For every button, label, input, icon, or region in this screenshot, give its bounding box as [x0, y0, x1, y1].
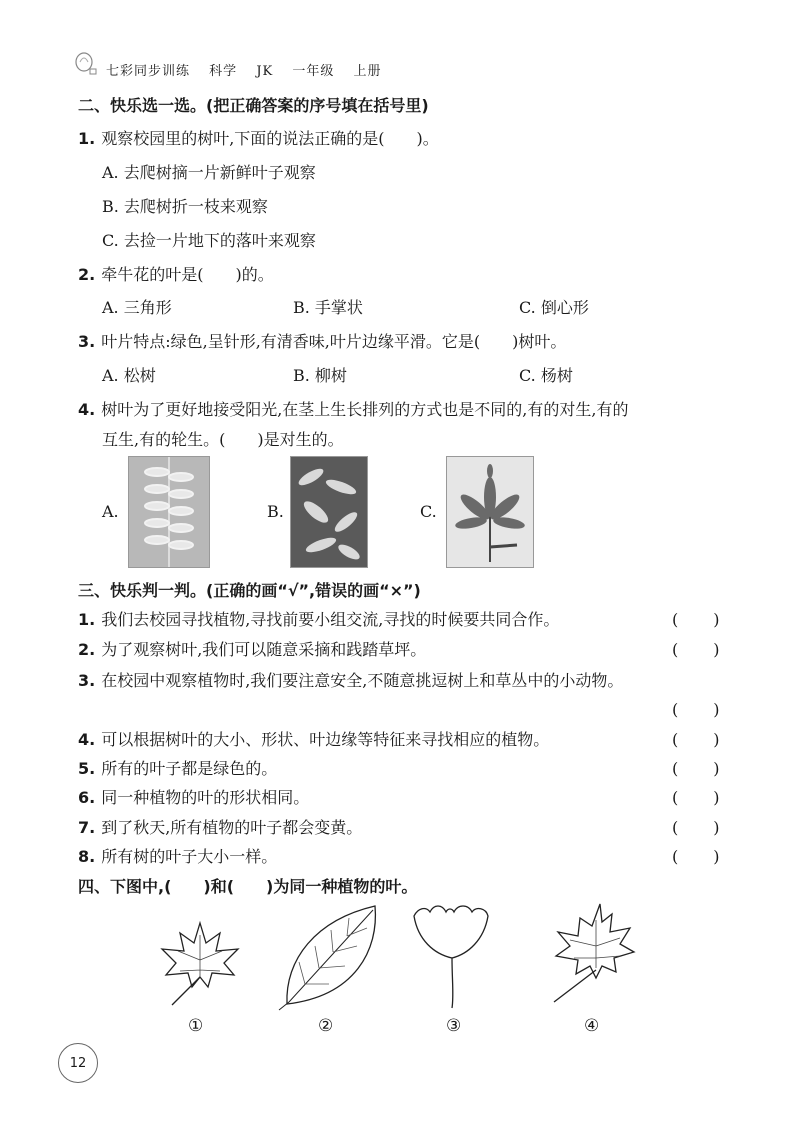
balloon-logo-icon — [74, 52, 98, 78]
section-2-title: 二、快乐选一选。(把正确答案的序号填在括号里) — [78, 96, 429, 115]
judge-item — [78, 727, 549, 750]
maple-leaf-icon[interactable] — [540, 898, 640, 1010]
option-a[interactable]: A. 去爬树摘一片新鲜叶子观察 — [102, 163, 316, 182]
leaf-label-4: ④ — [584, 1016, 600, 1036]
question-number: 4. — [78, 400, 96, 419]
question-text: 叶片特点:绿色,呈针形,有清香味,叶片边缘平滑。它是( )树叶。 — [101, 332, 567, 351]
item-number: 4. — [78, 730, 96, 749]
section-4-title: 四、下图中,( )和( )为同一种植物的叶。 — [78, 877, 418, 896]
leaf-photo-b[interactable] — [290, 456, 368, 568]
question-2-1 — [78, 126, 439, 149]
question-2-2 — [78, 262, 274, 285]
option-b[interactable]: B. 柳树 — [293, 366, 347, 385]
photo-label-a[interactable]: A. — [102, 502, 119, 521]
question-2-3 — [78, 329, 566, 352]
header-edition: JK — [256, 64, 274, 79]
page-header — [106, 60, 396, 79]
item-text: 为了观察树叶,我们可以随意采摘和践踏草坪。 — [101, 640, 427, 659]
judge-item — [78, 756, 277, 779]
answer-paren[interactable]: ( ) — [672, 730, 721, 749]
item-text: 所有树的叶子大小一样。 — [101, 847, 278, 866]
answer-paren[interactable]: ( ) — [672, 759, 721, 778]
question-number: 1. — [78, 129, 96, 148]
leaf-label-3: ③ — [446, 1016, 462, 1036]
answer-paren[interactable]: ( ) — [672, 700, 721, 719]
question-text: 观察校园里的树叶,下面的说法正确的是( )。 — [101, 129, 439, 148]
photo-label-b[interactable]: B. — [267, 502, 284, 521]
question-number: 3. — [78, 332, 96, 351]
judge-item — [78, 785, 309, 808]
judge-item — [78, 607, 559, 630]
answer-paren[interactable]: ( ) — [672, 610, 721, 629]
judge-item — [78, 815, 362, 838]
answer-paren[interactable]: ( ) — [672, 788, 721, 807]
header-grade: 一年级 — [292, 64, 335, 79]
header-volume: 上册 — [353, 64, 382, 79]
option-b[interactable]: B. 手掌状 — [293, 298, 363, 317]
option-c[interactable]: C. 去捡一片地下的落叶来观察 — [102, 231, 316, 250]
page-number: 12 — [58, 1043, 98, 1083]
question-text-line2: 互生,有的轮生。( )是对生的。 — [102, 430, 344, 449]
item-number: 8. — [78, 847, 96, 866]
answer-paren[interactable]: ( ) — [672, 847, 721, 866]
judge-item — [78, 668, 623, 691]
item-text: 可以根据树叶的大小、形状、叶边缘等特征来寻找相应的植物。 — [101, 730, 550, 749]
item-text: 到了秋天,所有植物的叶子都会变黄。 — [101, 818, 363, 837]
photo-label-c[interactable]: C. — [420, 502, 437, 521]
item-text: 在校园中观察植物时,我们要注意安全,不随意挑逗树上和草丛中的小动物。 — [101, 671, 624, 690]
question-2-4 — [78, 397, 628, 420]
leaf-label-2: ② — [318, 1016, 334, 1036]
maple-leaf-icon[interactable] — [150, 915, 250, 1015]
judge-item — [78, 844, 277, 867]
option-b[interactable]: B. 去爬树折一枝来观察 — [102, 197, 268, 216]
item-number: 1. — [78, 610, 96, 629]
leaf-photo-a[interactable] — [128, 456, 210, 568]
question-text-line1: 树叶为了更好地接受阳光,在茎上生长排列的方式也是不同的,有的对生,有的 — [101, 400, 629, 419]
item-text: 同一种植物的叶的形状相同。 — [101, 788, 310, 807]
item-text: 我们去校园寻找植物,寻找前要小组交流,寻找的时候要共同合作。 — [101, 610, 560, 629]
option-c[interactable]: C. 杨树 — [519, 366, 573, 385]
question-number: 2. — [78, 265, 96, 284]
leaf-label-1: ① — [188, 1016, 204, 1036]
section-3-title: 三、快乐判一判。(正确的画“√”,错误的画“×”) — [78, 581, 421, 600]
option-a[interactable]: A. 松树 — [102, 366, 156, 385]
option-a[interactable]: A. 三角形 — [102, 298, 172, 317]
item-number: 6. — [78, 788, 96, 807]
judge-item — [78, 637, 426, 660]
answer-paren[interactable]: ( ) — [672, 818, 721, 837]
item-number: 2. — [78, 640, 96, 659]
item-number: 3. — [78, 671, 96, 690]
header-subject: 科学 — [209, 64, 238, 79]
option-c[interactable]: C. 倒心形 — [519, 298, 589, 317]
item-text: 所有的叶子都是绿色的。 — [101, 759, 278, 778]
leaf-photo-c[interactable] — [446, 456, 534, 568]
question-text: 牵牛花的叶是( )的。 — [101, 265, 274, 284]
header-book: 七彩同步训练 — [106, 64, 191, 79]
item-number: 7. — [78, 818, 96, 837]
ginkgo-leaf-icon[interactable] — [408, 900, 494, 1012]
ovate-leaf-icon[interactable] — [275, 900, 385, 1012]
answer-paren[interactable]: ( ) — [672, 640, 721, 659]
item-number: 5. — [78, 759, 96, 778]
